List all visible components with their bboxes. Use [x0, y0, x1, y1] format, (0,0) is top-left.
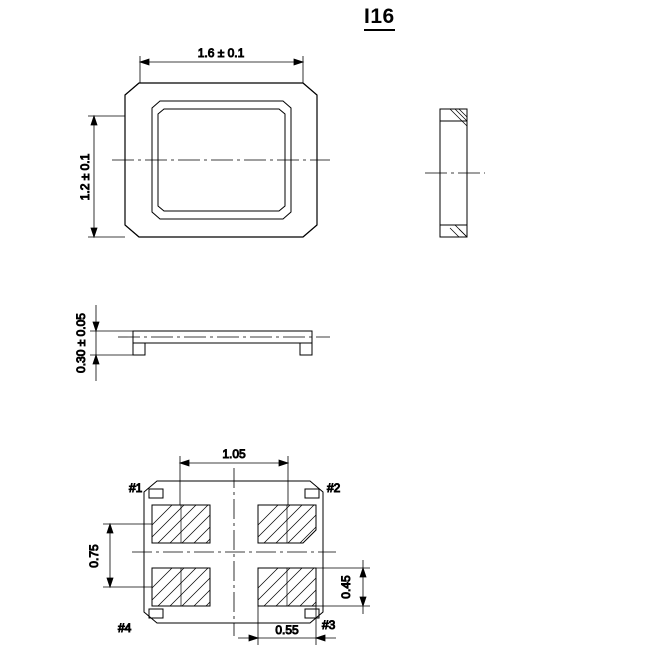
dim-pad-spacing-0p75	[103, 524, 152, 587]
page-title: I16	[364, 6, 395, 31]
pin-label-1: #1	[129, 481, 143, 495]
dim-label-1p6: 1.6 ± 0.1	[197, 46, 245, 60]
dim-label-0p45: 0.45	[339, 575, 353, 599]
pin-label-2: #2	[327, 481, 341, 495]
dim-width-1p6	[140, 56, 303, 83]
dim-label-0p30: 0.30 ± 0.05	[74, 313, 88, 373]
dim-height-1p2	[88, 116, 125, 237]
front-view-body	[133, 331, 312, 355]
dim-label-0p75: 0.75	[87, 544, 101, 568]
pin-label-3: #3	[322, 618, 336, 632]
dim-label-1p05: 1.05	[222, 447, 246, 461]
dim-label-0p55: 0.55	[275, 623, 299, 637]
dim-label-1p2: 1.2 ± 0.1	[78, 153, 92, 201]
pin-label-4: #4	[118, 621, 132, 635]
dim-thickness-0p30	[90, 305, 133, 381]
